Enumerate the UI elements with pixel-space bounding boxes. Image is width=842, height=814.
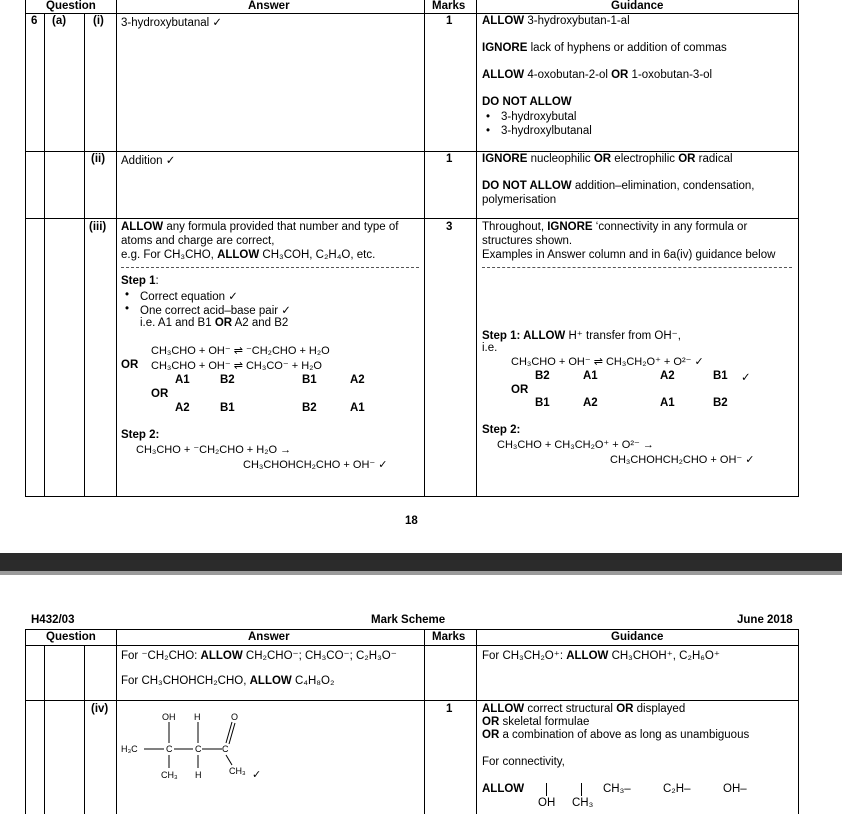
- table-line: [798, 629, 799, 814]
- table-line: [25, 13, 798, 14]
- list-item: • 3-hydroxylbutanal: [501, 125, 592, 137]
- label-b1: B1: [220, 402, 235, 414]
- ch3-label: CH₃: [229, 766, 246, 776]
- marks-iv: 1: [446, 703, 453, 715]
- bond-line: [546, 783, 547, 796]
- structural-formula: [118, 702, 268, 784]
- answer-cont-line1: For ⁻CH₂CHO: ALLOW CH₂CHO⁻; CH₃CO⁻; C₂H₃O⁻: [121, 650, 397, 662]
- table-line: [476, 0, 477, 497]
- table-line: [84, 13, 85, 497]
- mark-scheme-title: Mark Scheme: [371, 614, 446, 626]
- label-a2: A2: [660, 370, 675, 382]
- guidance-allow-i: ALLOW 3-hydroxybutan-1-al: [482, 15, 630, 27]
- or-label: OR: [121, 359, 139, 371]
- answer-ii: Addition ✓: [121, 155, 176, 167]
- table-line: [424, 629, 425, 814]
- guidance-iv-line4: For connectivity,: [482, 756, 565, 768]
- guidance-iii-line2: structures shown.: [482, 235, 573, 247]
- guidance-iv-line2: OR skeletal formulae: [482, 716, 590, 728]
- header-guidance: Guidance: [611, 631, 664, 643]
- question-part: (a): [52, 15, 67, 27]
- table-line: [25, 0, 26, 497]
- page-number: 18: [405, 515, 418, 527]
- tick-mark: ✓: [252, 769, 262, 781]
- conn-ch3: CH₃: [572, 797, 594, 809]
- h3c-label: H₃C: [121, 744, 138, 754]
- table-line: [25, 645, 798, 646]
- o-label: O: [231, 712, 239, 722]
- table-line: [424, 0, 425, 497]
- answer-cont-line2: For CH₃CHOHCH₂CHO, ALLOW C₄H₈O₂: [121, 675, 335, 687]
- step1-ie: i.e. A1 and B1 OR A2 and B2: [140, 317, 289, 329]
- divider: [482, 267, 792, 268]
- answer-iii-line3: e.g. For CH₃CHO, ALLOW CH₃COH, C₂H₄O, etc.: [121, 249, 376, 261]
- guidance-iv-line3: OR a combination of above as long as unambiguous: [482, 729, 750, 741]
- step2-heading: Step 2:: [121, 429, 160, 441]
- label-a2: A2: [175, 402, 190, 414]
- guidance-ignore-ii: IGNORE nucleophilic OR electrophilic OR radical: [482, 153, 733, 165]
- header-answer: Answer: [248, 631, 290, 643]
- sub-part-ii: (ii): [91, 153, 106, 165]
- guidance-cont-line1: For CH₃CH₂O⁺: ALLOW CH₃CHOH⁺, C₂H₆O⁺: [482, 650, 720, 662]
- table-line: [116, 629, 117, 814]
- label-b2: B2: [535, 370, 550, 382]
- list-item: • One correct acid–base pair ✓: [140, 303, 291, 317]
- table-line: [25, 700, 798, 701]
- label-a1: A1: [350, 402, 365, 414]
- header-marks: Marks: [432, 631, 466, 643]
- guidance-step2-line1: CH₃CHO + CH₃CH₂O⁺ + O²⁻ →: [497, 439, 654, 451]
- question-number: 6: [31, 15, 38, 27]
- guidance-step1: Step 1: ALLOW H⁺ transfer from OH⁻,: [482, 330, 681, 342]
- guidance-equation: CH₃CHO + OH⁻ ⇌ CH₃CH₂O⁺ + O²⁻ ✓: [511, 356, 704, 368]
- label-a2: A2: [583, 397, 598, 409]
- marks-i: 1: [446, 15, 453, 27]
- header-question: Question: [46, 631, 96, 643]
- table-line: [44, 13, 45, 497]
- conn-ch3-dash: CH₃–: [603, 783, 631, 795]
- label-b2: B2: [220, 374, 235, 386]
- label-b2: B2: [302, 402, 317, 414]
- table-line: [84, 645, 85, 814]
- guidance-dna-ii: DO NOT ALLOW addition–elimination, condensation,: [482, 180, 755, 192]
- guidance-allow2-i: ALLOW 4-oxobutan-2-ol OR 1-oxobutan-3-ol: [482, 69, 713, 81]
- marks-ii: 1: [446, 153, 453, 165]
- c-label: C: [195, 744, 202, 754]
- label-a1: A1: [583, 370, 598, 382]
- guidance-iii-line3: Examples in Answer column and in 6a(iv) guidance below: [482, 249, 776, 261]
- guidance-iv-allow: ALLOW: [482, 783, 525, 795]
- table-line: [25, 629, 798, 630]
- conn-c2h: C₂H–: [663, 783, 691, 795]
- guidance-step2-line2: CH₃CHOHCH₂CHO + OH⁻ ✓: [610, 454, 755, 466]
- divider: [121, 267, 419, 268]
- paper-code: H432/03: [31, 614, 75, 626]
- c-label: C: [222, 744, 229, 754]
- list-item: • Correct equation ✓: [140, 289, 238, 303]
- header-guidance: Guidance: [611, 0, 664, 12]
- or-label: OR: [151, 388, 169, 400]
- bond-line: [581, 783, 582, 796]
- table-line: [798, 0, 799, 497]
- guidance-do-not-allow-i: DO NOT ALLOW: [482, 96, 572, 108]
- step2-line2: CH₃CHOHCH₂CHO + OH⁻ ✓: [243, 459, 388, 471]
- tick-mark: ✓: [741, 372, 751, 384]
- table-line: [25, 151, 798, 152]
- guidance-ie: i.e.: [482, 342, 498, 354]
- label-a2: A2: [350, 374, 365, 386]
- label-b1: B1: [713, 370, 728, 382]
- sub-part-iii: (iii): [89, 221, 107, 233]
- label-a1: A1: [175, 374, 190, 386]
- oh-label: OH: [162, 712, 176, 722]
- answer-iii-line2: atoms and charge are correct,: [121, 235, 275, 247]
- guidance-ignore-i: IGNORE lack of hyphens or addition of commas: [482, 42, 727, 54]
- answer-i: 3-hydroxybutanal ✓: [121, 17, 223, 29]
- table-line: [44, 645, 45, 814]
- page-break: [0, 553, 842, 571]
- list-item: • 3-hydroxybutal: [501, 111, 576, 123]
- guidance-dna-ii-cont: polymerisation: [482, 194, 557, 206]
- or-label: OR: [511, 384, 529, 396]
- equation-1: CH₃CHO + OH⁻ ⇌ ⁻CH₂CHO + H₂O: [151, 345, 330, 357]
- conn-oh: OH: [538, 797, 556, 809]
- h-label: H: [195, 770, 202, 780]
- table-line: [25, 496, 798, 497]
- guidance-step2: Step 2:: [482, 424, 521, 436]
- step1-heading: Step 1:: [121, 275, 159, 287]
- equation-2: CH₃CHO + OH⁻ ⇌ CH₃CO⁻ + H₂O: [151, 360, 322, 372]
- answer-iii-line1: ALLOW any formula provided that number and type of: [121, 221, 399, 233]
- step2-line1: CH₃CHO + ⁻CH₂CHO + H₂O →: [136, 444, 292, 456]
- guidance-iv-line1: ALLOW correct structural OR displayed: [482, 703, 686, 715]
- c-label: C: [166, 744, 173, 754]
- header-answer: Answer: [248, 0, 290, 12]
- table-line: [476, 629, 477, 814]
- marks-iii: 3: [446, 221, 453, 233]
- h-label: H: [194, 712, 201, 722]
- label-b2: B2: [713, 397, 728, 409]
- header-marks: Marks: [432, 0, 466, 12]
- ch3-label: CH₃: [161, 770, 178, 780]
- page-break-shadow: [0, 571, 842, 575]
- sub-part-i: (i): [93, 15, 104, 27]
- label-a1: A1: [660, 397, 675, 409]
- exam-date: June 2018: [737, 614, 793, 626]
- guidance-iii-line1: Throughout, IGNORE ‘connectivity in any formula or: [482, 221, 748, 233]
- label-b1: B1: [535, 397, 550, 409]
- header-question: Question: [46, 0, 96, 12]
- table-line: [116, 0, 117, 497]
- table-line: [25, 629, 26, 814]
- label-b1: B1: [302, 374, 317, 386]
- sub-part-iv: (iv): [91, 703, 109, 715]
- table-line: [25, 218, 798, 219]
- conn-oh-dash: OH–: [723, 783, 747, 795]
